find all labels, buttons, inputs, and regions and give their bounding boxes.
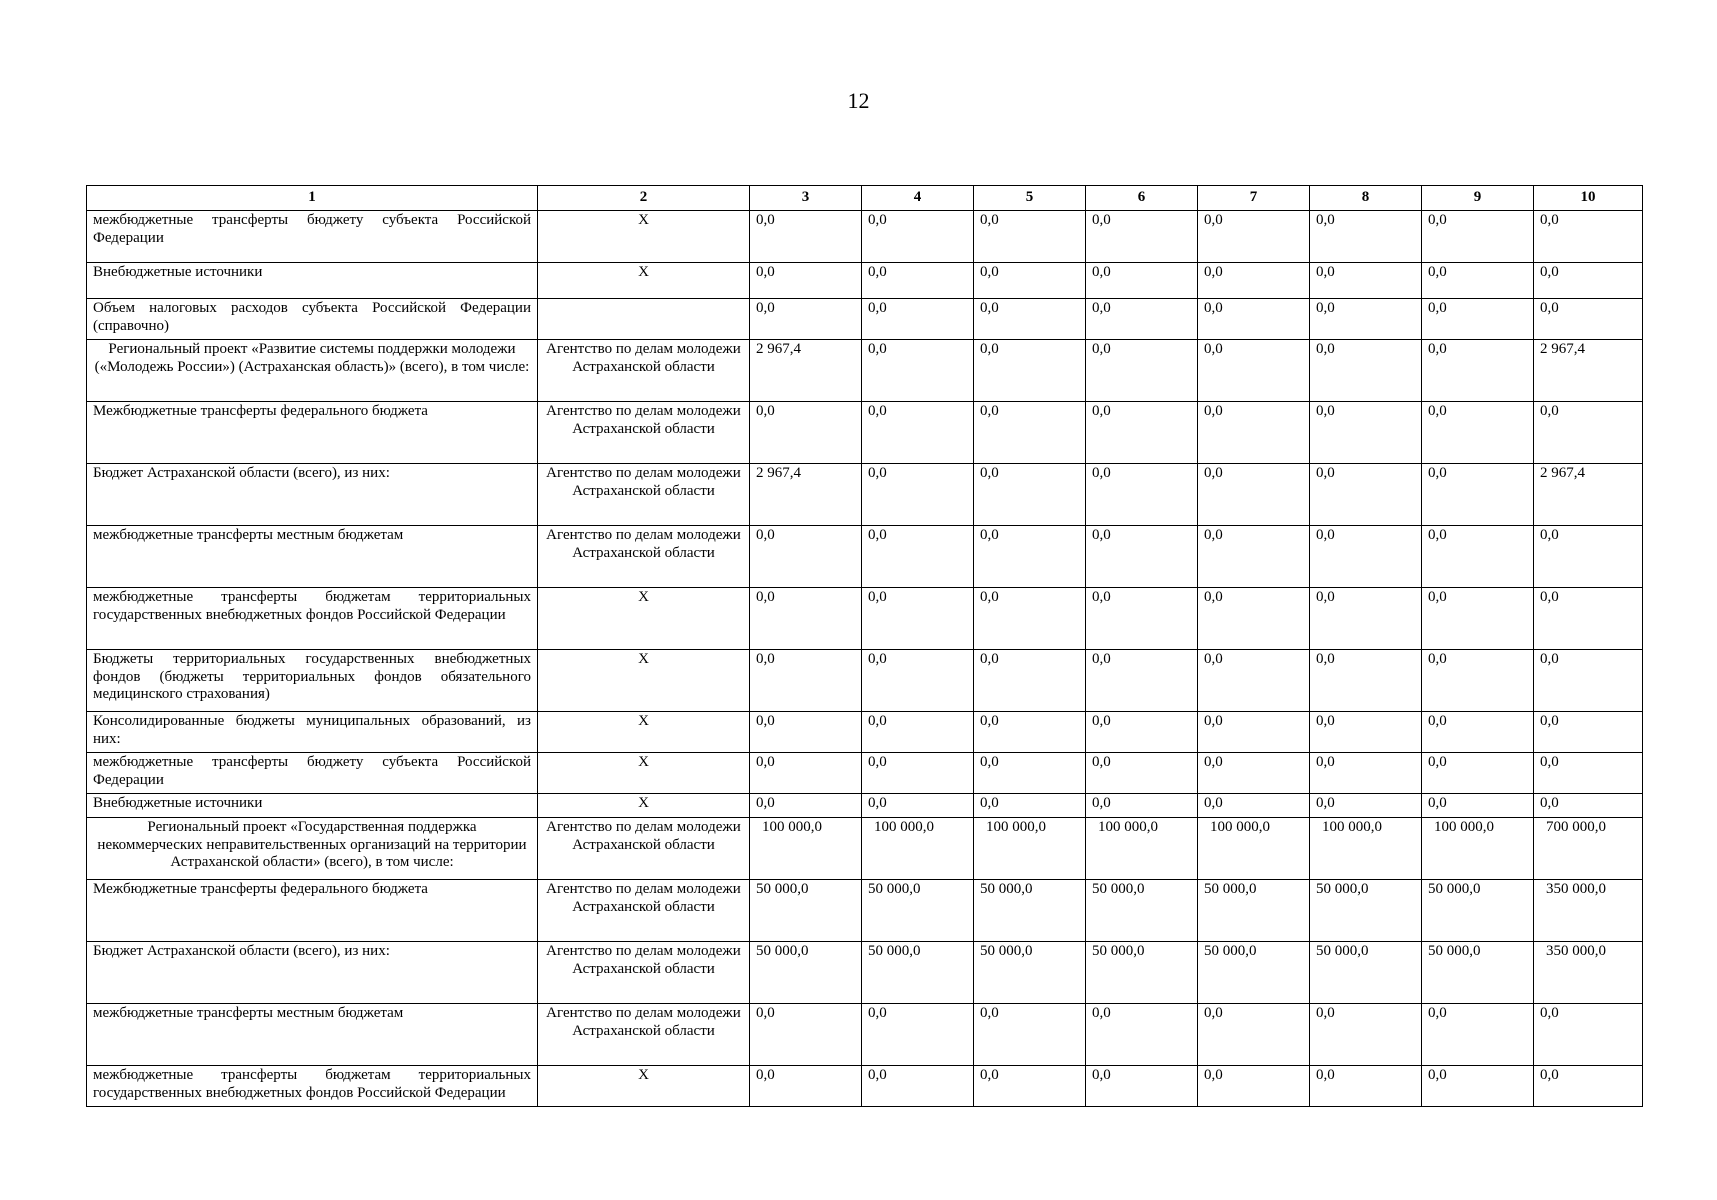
row-name: Межбюджетные трансферты федерального бюджета: [87, 880, 538, 942]
column-header: 4: [862, 186, 974, 211]
value-cell: 0,0: [862, 263, 974, 299]
value-cell: 50 000,0: [1086, 942, 1198, 1004]
header-row: [87, 186, 1643, 211]
value-cell: 0,0: [1198, 263, 1310, 299]
column-header: 5: [974, 186, 1086, 211]
table-row: [87, 753, 1643, 794]
table-row: [87, 650, 1643, 712]
value-cell: 0,0: [1086, 588, 1198, 650]
row-agency: Агентство по делам молодежи Астраханской области: [538, 340, 750, 402]
value-cell: 50 000,0: [1310, 942, 1422, 1004]
value-cell: 0,0: [1422, 211, 1534, 263]
value-cell: 2 967,4: [1534, 340, 1643, 402]
value-cell: 0,0: [1198, 753, 1310, 794]
value-cell: 0,0: [974, 1004, 1086, 1066]
value-cell: 0,0: [1422, 753, 1534, 794]
table-row: [87, 402, 1643, 464]
table-row: [87, 818, 1643, 880]
column-header: 2: [538, 186, 750, 211]
value-cell: 0,0: [1086, 526, 1198, 588]
value-cell: 0,0: [1310, 753, 1422, 794]
row-agency: [538, 299, 750, 340]
row-agency: Агентство по делам молодежи Астраханской области: [538, 942, 750, 1004]
value-cell: 0,0: [862, 794, 974, 818]
value-cell: 0,0: [1534, 753, 1643, 794]
table-row: [87, 880, 1643, 942]
value-cell: 0,0: [1198, 650, 1310, 712]
value-cell: 0,0: [862, 464, 974, 526]
row-name: Бюджет Астраханской области (всего), из них:: [87, 942, 538, 1004]
table-row: [87, 299, 1643, 340]
value-cell: 100 000,0: [1422, 818, 1534, 880]
value-cell: 100 000,0: [750, 818, 862, 880]
row-name: Региональный проект «Развитие системы поддержки молодежи («Молодежь России») (Астраханская область)» (всего), в том числе:: [87, 340, 538, 402]
value-cell: 50 000,0: [974, 880, 1086, 942]
row-name: Региональный проект «Государственная поддержка некоммерческих неправительственных организаций на территории Астраханской области» (всего), в том числе:: [87, 818, 538, 880]
column-header: 8: [1310, 186, 1422, 211]
value-cell: 0,0: [1534, 712, 1643, 753]
value-cell: 0,0: [862, 1004, 974, 1066]
row-agency: Агентство по делам молодежи Астраханской области: [538, 1004, 750, 1066]
row-name: Бюджет Астраханской области (всего), из них:: [87, 464, 538, 526]
row-agency: X: [538, 211, 750, 263]
value-cell: 0,0: [1198, 299, 1310, 340]
value-cell: 100 000,0: [862, 818, 974, 880]
row-name: Бюджеты территориальных государственных внебюджетных фондов (бюджеты территориальных фондов обязательного медицинского страхования): [87, 650, 538, 712]
value-cell: 0,0: [1310, 299, 1422, 340]
value-cell: 50 000,0: [1086, 880, 1198, 942]
value-cell: 50 000,0: [1198, 880, 1310, 942]
table-row: [87, 794, 1643, 818]
value-cell: 2 967,4: [750, 464, 862, 526]
value-cell: 0,0: [1086, 402, 1198, 464]
value-cell: 0,0: [1422, 1066, 1534, 1107]
value-cell: 50 000,0: [1310, 880, 1422, 942]
row-agency: X: [538, 712, 750, 753]
column-header: 7: [1198, 186, 1310, 211]
value-cell: 2 967,4: [750, 340, 862, 402]
value-cell: 0,0: [1422, 464, 1534, 526]
value-cell: 50 000,0: [750, 880, 862, 942]
value-cell: 0,0: [1310, 794, 1422, 818]
value-cell: 0,0: [1310, 464, 1422, 526]
value-cell: 0,0: [1422, 1004, 1534, 1066]
value-cell: 0,0: [974, 794, 1086, 818]
value-cell: 0,0: [1422, 402, 1534, 464]
value-cell: 0,0: [1198, 794, 1310, 818]
value-cell: 0,0: [1198, 526, 1310, 588]
value-cell: 0,0: [1534, 794, 1643, 818]
row-name: межбюджетные трансферты бюджету субъекта Российской Федерации: [87, 753, 538, 794]
value-cell: 0,0: [974, 526, 1086, 588]
row-name: Внебюджетные источники: [87, 263, 538, 299]
value-cell: 0,0: [974, 263, 1086, 299]
value-cell: 0,0: [974, 402, 1086, 464]
column-header: 3: [750, 186, 862, 211]
table-row: [87, 263, 1643, 299]
table-row: [87, 526, 1643, 588]
value-cell: 0,0: [974, 464, 1086, 526]
row-agency: X: [538, 794, 750, 818]
value-cell: 0,0: [1310, 211, 1422, 263]
value-cell: 0,0: [1086, 211, 1198, 263]
value-cell: 50 000,0: [974, 942, 1086, 1004]
value-cell: 0,0: [1198, 1004, 1310, 1066]
table-row: [87, 340, 1643, 402]
row-name: межбюджетные трансферты бюджету субъекта Российской Федерации: [87, 211, 538, 263]
value-cell: 0,0: [1198, 1066, 1310, 1107]
value-cell: 0,0: [1086, 794, 1198, 818]
value-cell: 0,0: [1310, 712, 1422, 753]
value-cell: 0,0: [1534, 650, 1643, 712]
value-cell: 0,0: [1086, 650, 1198, 712]
row-name: межбюджетные трансферты местным бюджетам: [87, 1004, 538, 1066]
value-cell: 0,0: [1534, 1004, 1643, 1066]
row-name: Внебюджетные источники: [87, 794, 538, 818]
value-cell: 0,0: [1310, 1004, 1422, 1066]
row-agency: Агентство по делам молодежи Астраханской области: [538, 880, 750, 942]
value-cell: 100 000,0: [1310, 818, 1422, 880]
table-body: [87, 211, 1643, 1107]
value-cell: 700 000,0: [1534, 818, 1643, 880]
value-cell: 0,0: [974, 712, 1086, 753]
value-cell: 0,0: [862, 299, 974, 340]
row-name: межбюджетные трансферты бюджетам территориальных государственных внебюджетных фондов Российской Федерации: [87, 1066, 538, 1107]
value-cell: 0,0: [1086, 263, 1198, 299]
value-cell: 0,0: [862, 588, 974, 650]
value-cell: 0,0: [862, 340, 974, 402]
value-cell: 0,0: [974, 299, 1086, 340]
value-cell: 0,0: [750, 712, 862, 753]
value-cell: 0,0: [1086, 299, 1198, 340]
value-cell: 0,0: [974, 650, 1086, 712]
row-name: Межбюджетные трансферты федерального бюджета: [87, 402, 538, 464]
value-cell: 50 000,0: [862, 942, 974, 1004]
value-cell: 0,0: [1534, 211, 1643, 263]
row-agency: X: [538, 588, 750, 650]
value-cell: 50 000,0: [1198, 942, 1310, 1004]
value-cell: 0,0: [1422, 299, 1534, 340]
value-cell: 0,0: [862, 753, 974, 794]
column-header: 1: [87, 186, 538, 211]
value-cell: 0,0: [1534, 526, 1643, 588]
value-cell: 0,0: [974, 588, 1086, 650]
row-name: Консолидированные бюджеты муниципальных образований, из них:: [87, 712, 538, 753]
value-cell: 0,0: [862, 650, 974, 712]
value-cell: 0,0: [1086, 1066, 1198, 1107]
value-cell: 0,0: [1198, 588, 1310, 650]
value-cell: 0,0: [1086, 340, 1198, 402]
table-row: [87, 588, 1643, 650]
row-agency: Агентство по делам молодежи Астраханской области: [538, 526, 750, 588]
value-cell: 0,0: [750, 526, 862, 588]
value-cell: 0,0: [1422, 340, 1534, 402]
value-cell: 350 000,0: [1534, 880, 1643, 942]
value-cell: 50 000,0: [1422, 880, 1534, 942]
value-cell: 0,0: [1422, 263, 1534, 299]
value-cell: 0,0: [1422, 526, 1534, 588]
value-cell: 100 000,0: [1198, 818, 1310, 880]
table-row: [87, 1066, 1643, 1107]
value-cell: 0,0: [1422, 712, 1534, 753]
row-agency: X: [538, 263, 750, 299]
value-cell: 0,0: [1086, 1004, 1198, 1066]
value-cell: 0,0: [750, 753, 862, 794]
value-cell: 0,0: [1198, 340, 1310, 402]
value-cell: 0,0: [1198, 712, 1310, 753]
value-cell: 0,0: [1422, 794, 1534, 818]
value-cell: 0,0: [750, 1004, 862, 1066]
value-cell: 50 000,0: [862, 880, 974, 942]
row-agency: Агентство по делам молодежи Астраханской области: [538, 402, 750, 464]
value-cell: 0,0: [974, 211, 1086, 263]
budget-table: [86, 185, 1643, 1107]
value-cell: 0,0: [974, 1066, 1086, 1107]
value-cell: 0,0: [862, 211, 974, 263]
row-name: межбюджетные трансферты бюджетам территориальных государственных внебюджетных фондов Российской Федерации: [87, 588, 538, 650]
value-cell: 0,0: [1086, 753, 1198, 794]
row-name: Объем налоговых расходов субъекта Российской Федерации (справочно): [87, 299, 538, 340]
value-cell: 0,0: [862, 712, 974, 753]
value-cell: 0,0: [750, 299, 862, 340]
value-cell: 0,0: [862, 402, 974, 464]
value-cell: 0,0: [750, 211, 862, 263]
row-name: межбюджетные трансферты местным бюджетам: [87, 526, 538, 588]
table-row: [87, 942, 1643, 1004]
column-header: 6: [1086, 186, 1198, 211]
row-agency: X: [538, 1066, 750, 1107]
row-agency: Агентство по делам молодежи Астраханской области: [538, 818, 750, 880]
value-cell: 0,0: [1422, 650, 1534, 712]
value-cell: 0,0: [974, 340, 1086, 402]
value-cell: 0,0: [1534, 588, 1643, 650]
table-row: [87, 1004, 1643, 1066]
value-cell: 0,0: [1310, 650, 1422, 712]
value-cell: 0,0: [1310, 526, 1422, 588]
column-header: 10: [1534, 186, 1643, 211]
column-header: 9: [1422, 186, 1534, 211]
value-cell: 0,0: [1198, 402, 1310, 464]
value-cell: 50 000,0: [1422, 942, 1534, 1004]
row-agency: X: [538, 650, 750, 712]
value-cell: 0,0: [1534, 263, 1643, 299]
table-row: [87, 211, 1643, 263]
value-cell: 0,0: [1086, 464, 1198, 526]
value-cell: 0,0: [750, 402, 862, 464]
value-cell: 0,0: [1198, 211, 1310, 263]
value-cell: 0,0: [974, 753, 1086, 794]
value-cell: 0,0: [750, 1066, 862, 1107]
table-row: [87, 464, 1643, 526]
value-cell: 0,0: [1310, 588, 1422, 650]
value-cell: 0,0: [750, 794, 862, 818]
value-cell: 0,0: [862, 526, 974, 588]
value-cell: 0,0: [1534, 1066, 1643, 1107]
page-number: 12: [847, 88, 870, 113]
value-cell: 0,0: [1534, 299, 1643, 340]
value-cell: 0,0: [1310, 1066, 1422, 1107]
row-agency: X: [538, 753, 750, 794]
value-cell: 100 000,0: [1086, 818, 1198, 880]
value-cell: 100 000,0: [974, 818, 1086, 880]
value-cell: 0,0: [750, 650, 862, 712]
value-cell: 0,0: [750, 588, 862, 650]
value-cell: 350 000,0: [1534, 942, 1643, 1004]
value-cell: 0,0: [1534, 402, 1643, 464]
value-cell: 0,0: [862, 1066, 974, 1107]
row-agency: Агентство по делам молодежи Астраханской области: [538, 464, 750, 526]
value-cell: 0,0: [1310, 402, 1422, 464]
value-cell: 0,0: [750, 263, 862, 299]
value-cell: 0,0: [1086, 712, 1198, 753]
value-cell: 0,0: [1422, 588, 1534, 650]
value-cell: 0,0: [1310, 340, 1422, 402]
value-cell: 50 000,0: [750, 942, 862, 1004]
table-row: [87, 712, 1643, 753]
value-cell: 2 967,4: [1534, 464, 1643, 526]
value-cell: 0,0: [1310, 263, 1422, 299]
value-cell: 0,0: [1198, 464, 1310, 526]
